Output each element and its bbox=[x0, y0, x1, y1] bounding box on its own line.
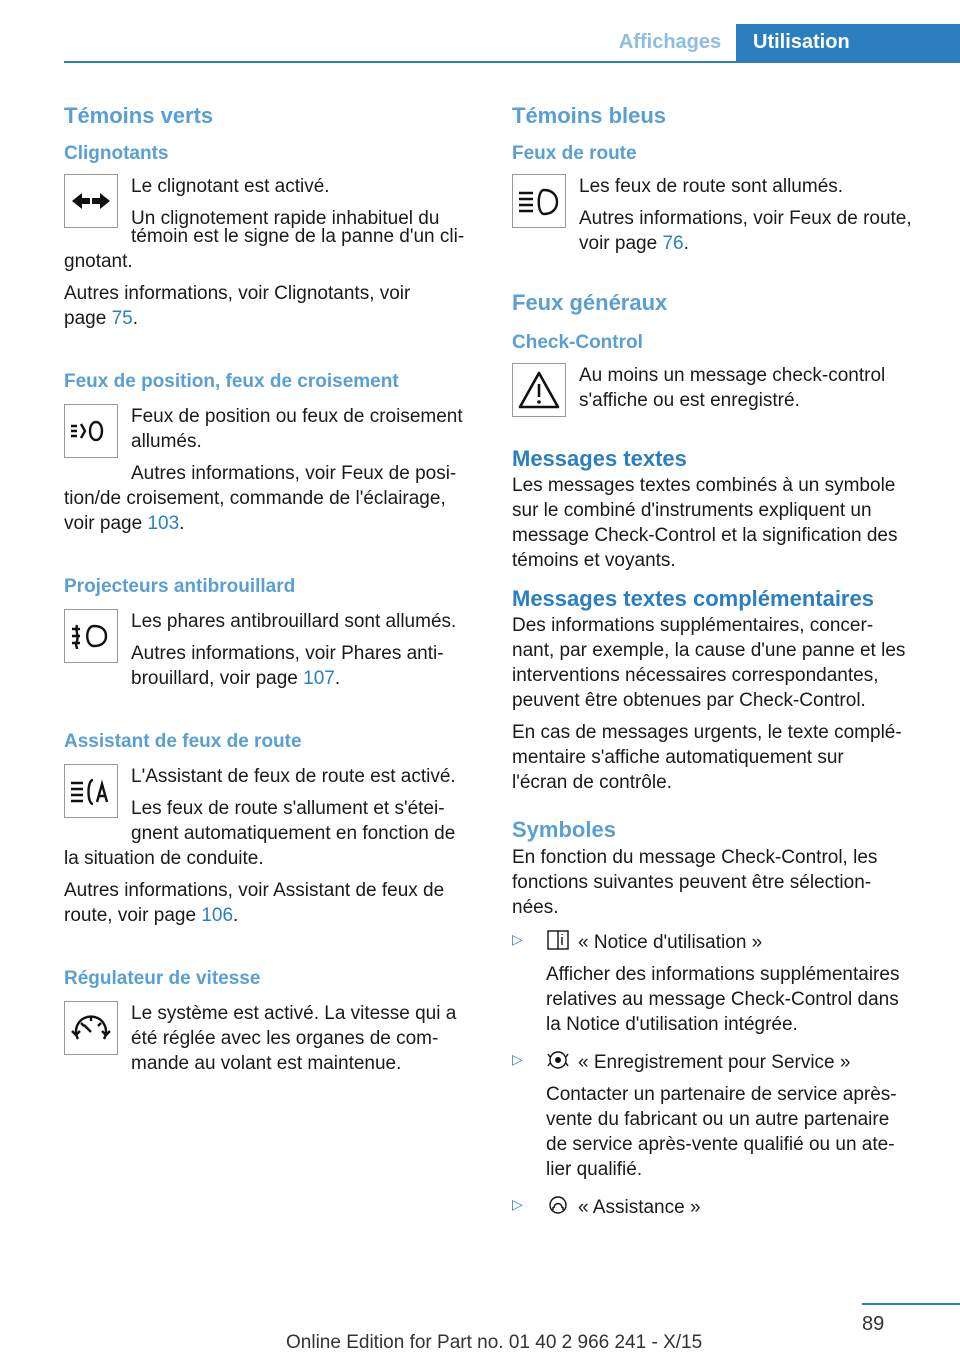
text-line: gnent automatiquement en fonction de bbox=[131, 823, 456, 844]
text-line: message Check-Control et la signification des bbox=[512, 525, 898, 546]
text-line: Autres informations, voir Assistant de feux de bbox=[64, 880, 445, 901]
heading-antibrouillard: Projecteurs antibrouillard bbox=[64, 576, 296, 597]
text-line: Le système est activé. La vitesse qui a bbox=[131, 1003, 457, 1024]
page-link[interactable]: 107 bbox=[303, 668, 335, 689]
symbol-label: « Notice d'utilisation » bbox=[578, 932, 763, 953]
page-link[interactable]: 75 bbox=[111, 308, 133, 329]
text-line: gnotant. bbox=[64, 251, 133, 272]
text-line: tion/de croisement, commande de l'éclairage, bbox=[64, 488, 446, 509]
text-line: été réglée avec les organes de com‐ bbox=[131, 1028, 439, 1049]
symbol-label: « Enregistrement pour Service » bbox=[578, 1052, 851, 1073]
text-line: allumés. bbox=[131, 431, 202, 452]
text-line: de service après-vente qualifié ou un ate‐ bbox=[546, 1134, 895, 1155]
text-line: Autres informations, voir Feux de route, bbox=[579, 208, 912, 229]
text-line: nées. bbox=[512, 897, 559, 918]
edition-text: Online Edition for Part no. 01 40 2 966 241 - X/15 bbox=[286, 1332, 703, 1353]
text-line: s'affiche ou est enregistré. bbox=[579, 390, 800, 411]
text-line: Afficher des informations supplémentaires bbox=[546, 964, 900, 985]
block-feux-route bbox=[512, 174, 932, 256]
fog-light-icon bbox=[64, 609, 118, 663]
text-line: témoin est le signe de la panne d'un cli‐ bbox=[131, 226, 465, 247]
text-line: fonctions suivantes peuvent être sélection‐ bbox=[512, 872, 872, 893]
low-beam-icon bbox=[64, 404, 118, 458]
bmw-service-icon bbox=[546, 1049, 570, 1071]
assistance-icon bbox=[546, 1194, 570, 1216]
header-rule bbox=[64, 61, 960, 63]
right-column bbox=[512, 98, 932, 1220]
text-line: Autres informations, voir Feux de posi‐ bbox=[131, 463, 457, 484]
cruise-control-icon bbox=[64, 1001, 118, 1055]
page-link[interactable]: 106 bbox=[201, 905, 234, 926]
text-line: page 75. bbox=[64, 308, 138, 329]
heading-messages-complementaires: Messages textes complémentaires bbox=[512, 586, 874, 611]
block-regulateur bbox=[64, 1001, 484, 1076]
text-line: lier qualifié. bbox=[546, 1159, 643, 1180]
section-title-general: Feux généraux bbox=[512, 290, 668, 315]
section-title-blue: Témoins bleus bbox=[512, 103, 667, 128]
text-line: vente du fabricant ou un autre partenaire bbox=[546, 1109, 890, 1130]
text-line: interventions nécessaires correspondantes, bbox=[512, 665, 879, 686]
block-check-control bbox=[512, 363, 932, 419]
list-item bbox=[512, 1049, 932, 1182]
text-line: témoins et voyants. bbox=[512, 550, 676, 571]
left-column bbox=[64, 98, 484, 1083]
heading-feux-route: Feux de route bbox=[512, 143, 637, 164]
manual-book-icon bbox=[546, 929, 570, 951]
text-line: Des informations supplémentaires, concer‐ bbox=[512, 615, 874, 636]
text-line: mande au volant est maintenue. bbox=[131, 1053, 402, 1074]
text-line: la situation de conduite. bbox=[64, 848, 264, 869]
block-position bbox=[64, 404, 484, 486]
section-title-green: Témoins verts bbox=[64, 103, 214, 128]
text-line: voir page 76. bbox=[579, 233, 689, 254]
text-line: l'écran de contrôle. bbox=[512, 772, 672, 793]
text-line: sur le combiné d'instruments expliquent un bbox=[512, 500, 872, 521]
text-line: Les messages textes combinés à un symbole bbox=[512, 475, 896, 496]
text-line: mentaire s'affiche automatiquement sur bbox=[512, 747, 844, 768]
symbol-label: « Assistance » bbox=[578, 1197, 701, 1218]
text-line: peuvent être obtenues par Check-Control. bbox=[512, 690, 866, 711]
heading-assistant: Assistant de feux de route bbox=[64, 731, 302, 752]
block-antibrouillard bbox=[64, 609, 484, 691]
text-line: Le clignotant est activé. bbox=[131, 176, 330, 197]
heading-messages-textes: Messages textes bbox=[512, 446, 687, 471]
heading-check-control: Check-Control bbox=[512, 332, 643, 353]
text-line: Les phares antibrouillard sont allumés. bbox=[131, 611, 457, 632]
text-line: voir page 103. bbox=[64, 513, 185, 534]
text-line: Un clignotement rapide inhabituel du bbox=[131, 208, 440, 229]
text-line: En cas de messages urgents, le texte complé‐ bbox=[512, 722, 902, 743]
heading-position: Feux de position, feux de croisement bbox=[64, 371, 399, 392]
heading-regulateur: Régulateur de vitesse bbox=[64, 968, 261, 989]
text-line: nant, par exemple, la cause d'une panne et les bbox=[512, 640, 906, 661]
text-line: route, voir page 106. bbox=[64, 905, 239, 926]
text-line: En fonction du message Check-Control, les bbox=[512, 847, 878, 868]
high-beam-icon bbox=[512, 174, 566, 228]
list-item bbox=[512, 1194, 932, 1220]
bullet-triangle-icon: ▷ bbox=[512, 931, 523, 947]
footer-rule bbox=[862, 1303, 960, 1305]
text-line: relatives au message Check-Control dans bbox=[546, 989, 899, 1010]
list-item bbox=[512, 929, 932, 1037]
text-line: Au moins un message check-control bbox=[579, 365, 886, 386]
turn-signal-icon bbox=[64, 174, 118, 228]
text-line: la Notice d'utilisation intégrée. bbox=[546, 1014, 798, 1035]
text-line: Les feux de route sont allumés. bbox=[579, 176, 844, 197]
page-link[interactable]: 76 bbox=[662, 233, 684, 254]
text-line: Les feux de route s'allument et s'étei‐ bbox=[131, 798, 445, 819]
tab-utilisation[interactable]: Utilisation bbox=[736, 24, 960, 61]
text-line: Feux de position ou feux de croisement bbox=[131, 406, 463, 427]
text-line: Autres informations, voir Clignotants, voir bbox=[64, 283, 411, 304]
heading-clignotants: Clignotants bbox=[64, 143, 169, 164]
tab-affichages[interactable]: Affichages bbox=[618, 31, 722, 53]
block-assistant bbox=[64, 764, 484, 846]
text-line: brouillard, voir page 107. bbox=[131, 668, 341, 689]
page-link[interactable]: 103 bbox=[147, 513, 180, 534]
text-line: Contacter un partenaire de service après- bbox=[546, 1084, 897, 1105]
page-number: 89 bbox=[862, 1313, 885, 1335]
text-line: L'Assistant de feux de route est activé. bbox=[131, 766, 456, 787]
high-beam-assistant-icon bbox=[64, 764, 118, 818]
heading-symboles: Symboles bbox=[512, 817, 616, 842]
block-clignotants bbox=[64, 174, 484, 231]
bullet-triangle-icon: ▷ bbox=[512, 1051, 523, 1067]
warning-triangle-icon bbox=[512, 363, 566, 417]
text-line: Autres informations, voir Phares anti‐ bbox=[131, 643, 444, 664]
bullet-triangle-icon: ▷ bbox=[512, 1196, 523, 1212]
